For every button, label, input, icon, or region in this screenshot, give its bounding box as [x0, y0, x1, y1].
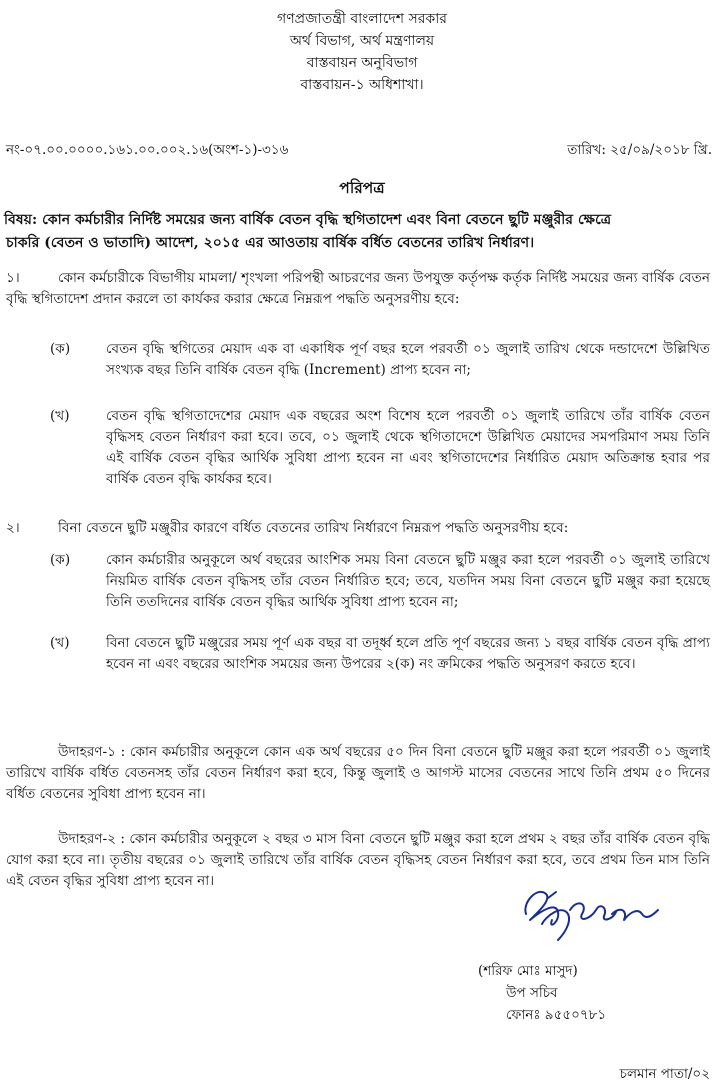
item-label: (খ): [50, 635, 70, 651]
item-label: (খ): [50, 408, 70, 424]
item-text: বেতন বৃদ্ধি স্থগিতের মেয়াদ এক বা একাধিক পূর্ণ বছর হলে পরবর্তী ০১ জুলাই তারিখ থেকে দন্ডাদেশে উল্লিখিত সংখ্যক বছর তিনি বার্ষিক বেতন বৃদ্ধি (Increment) প্রাপ্য হবেন না;: [106, 341, 710, 379]
item-text: কোন কর্মচারীর অনুকূলে অর্থ বছরের আংশিক সময় বিনা বেতনে ছুটি মঞ্জুর করা হলে পরবর্তী ০১ জুলাই তারিখে নিয়মিত বার্ষিক বেতন বৃদ্ধিসহ তাঁর বেতন নির্ধারিত হবে; তবে, যতদিন সময় বিনা বেতনে ছুটি মঞ্জুর করা হয়েছে তিনি ততদিনের বার্ষিক বেতন বৃদ্ধির আর্থিক সুবিধা প্রাপ্য হবেন না;: [106, 552, 710, 611]
section-number: ১।: [6, 270, 20, 286]
memo-number: নং-০৭.০০.০০০০.১৬১.০০.০০২.১৬(অংশ-১)-৩১৬: [6, 142, 289, 158]
signatory-block: [478, 961, 648, 1027]
subject-label: বিষয়:: [4, 212, 38, 228]
header-wing: বাস্তবায়ন অনুবিভাগ: [306, 55, 418, 72]
section-1-item-kha: [50, 406, 710, 490]
office-header: [0, 8, 724, 96]
signatory-phone: ফোনঃ ৯৫৫০৭৮১: [506, 1006, 607, 1023]
subject-line-1: কোন কর্মচারীর নির্দিষ্ট সময়ের জন্য বার্ষিক বেতন বৃদ্ধি স্থগিতাদেশ এবং বিনা বেতনে ছুটি মঞ্জুরীর ক্ষেত্রে: [42, 212, 612, 228]
section-text: বিনা বেতনে ছুটি মঞ্জুরীর কারণে বর্ধিত বেতনের তারিখ নির্ধারণে নিম্নরূপ পদ্ধতি অনুসরণীয় হবে:: [58, 520, 569, 536]
header-division: অর্থ বিভাগ, অর্থ মন্ত্রণালয়: [289, 33, 435, 50]
section-2-item-ka: [50, 550, 710, 613]
signatory-designation: উপ সচিব: [506, 984, 558, 1001]
item-text: বিনা বেতনে ছুটি মঞ্জুরের সময় পূর্ণ এক বছর বা তদূর্ধ্ব হলে প্রতি পূর্ণ বছরের জন্য ১ বছর বার্ষিক বেতন বৃদ্ধি প্রাপ্য হবেন না এবং বছরের আংশিক সময়ের জন্য উপরের ২(ক) নং ক্রমিকের পদ্ধতি অনুসরণ করতে হবে।: [106, 635, 710, 673]
example-1: উদাহরণ-১ : কোন কর্মচারীর অনুকূলে কোন এক অর্থ বছরের ৫০ দিন বিনা বেতনে ছুটি মঞ্জুর করা হলে পরবর্তী ০১ জুলাই তারিখে বার্ষিক বর্ধিত বেতনসহ তাঁর বেতন নির্ধারণ করা হবে, কিন্তু জুলাই ও আগস্ট মাসের বেতনের সাথে তিনি প্রথম ৫০ দিনের বর্ধিত বেতনের সুবিধা প্রাপ্য হবেন না।: [6, 744, 710, 803]
section-2-item-kha: [50, 633, 710, 675]
section-1: [6, 268, 710, 310]
item-label: (ক): [50, 341, 71, 357]
signatory-name: (শরিফ মোঃ মাসুদ): [478, 963, 578, 979]
item-text: বেতন বৃদ্ধি স্থগিতাদেশের মেয়াদ এক বছরের অংশ বিশেষ হলে পরবর্তী ০১ জুলাই তারিখে তাঁর বার্ষিক বেতন বৃদ্ধিসহ বেতন নির্ধারণ করা হবে। তবে, ০১ জুলাই থেকে স্থগিতাদেশে উল্লিখিত মেয়াদের সমপরিমাণ সময় তিনি এই বার্ষিক বেতন বৃদ্ধির আর্থিক সুবিধা প্রাপ্য হবেন না এবং স্থগিতাদেশের নির্ধারিত মেয়াদ অতিক্রান্ত হবার পর বার্ষিক বেতন বৃদ্ধি কার্যকর হবে।: [106, 408, 711, 488]
header-government: গণপ্রজাতন্ত্রী বাংলাদেশ সরকার: [277, 11, 447, 27]
subject-block: [4, 209, 712, 256]
section-1-item-ka: [50, 339, 710, 381]
section-text: কোন কর্মচারীকে বিভাগীয় মামলা/ শৃংখলা পরিপন্থী আচরণের জন্য উপযুক্ত কর্তৃপক্ষ কর্তৃক নির্দিষ্ট সময়ের জন্য বার্ষিক বেতন বৃদ্ধি স্থগিতাদেশ প্রদান করলে তা কার্যকর করার ক্ষেত্রে নিম্নরূপ পদ্ধতি অনুসরণীয় হবে:: [6, 270, 710, 308]
section-number: ২।: [6, 520, 20, 536]
example-2: উদাহরণ-২ : কোন কর্মচারীর অনুকূলে ২ বছর ৩ মাস বিনা বেতনে ছুটি মঞ্জুর করা হলে প্রথম ২ বছর তাঁর বার্ষিক বেতন বৃদ্ধি যোগ করা হবে না। তৃতীয় বছরের ০১ জুলাই তারিখে তাঁর বার্ষিক বেতন বৃদ্ধিসহ বেতন নির্ধারণ করা হবে, তবে প্রথম তিন মাস তিনি এই বেতন বৃদ্ধির সুবিধা প্রাপ্য হবেন না।: [6, 831, 710, 890]
item-label: (ক): [50, 552, 71, 568]
section-2: [6, 518, 710, 539]
signature-image: [512, 880, 662, 946]
header-branch: বাস্তবায়ন-১ অধিশাখা।: [300, 77, 424, 94]
document-title: পরিপত্র: [339, 178, 385, 197]
memo-date: তারিখ: ২৫/০৯/২০১৮ খ্রি.: [567, 142, 712, 158]
subject-line-2: চাকরি (বেতন ও ভাতাদি) আদেশ, ২০১৫ এর আওতায় বার্ষিক বর্ধিত বেতনের তারিখ নির্ধারণ।: [6, 235, 535, 252]
continued-page-note: চলমান পাতা/০২: [619, 1066, 710, 1082]
